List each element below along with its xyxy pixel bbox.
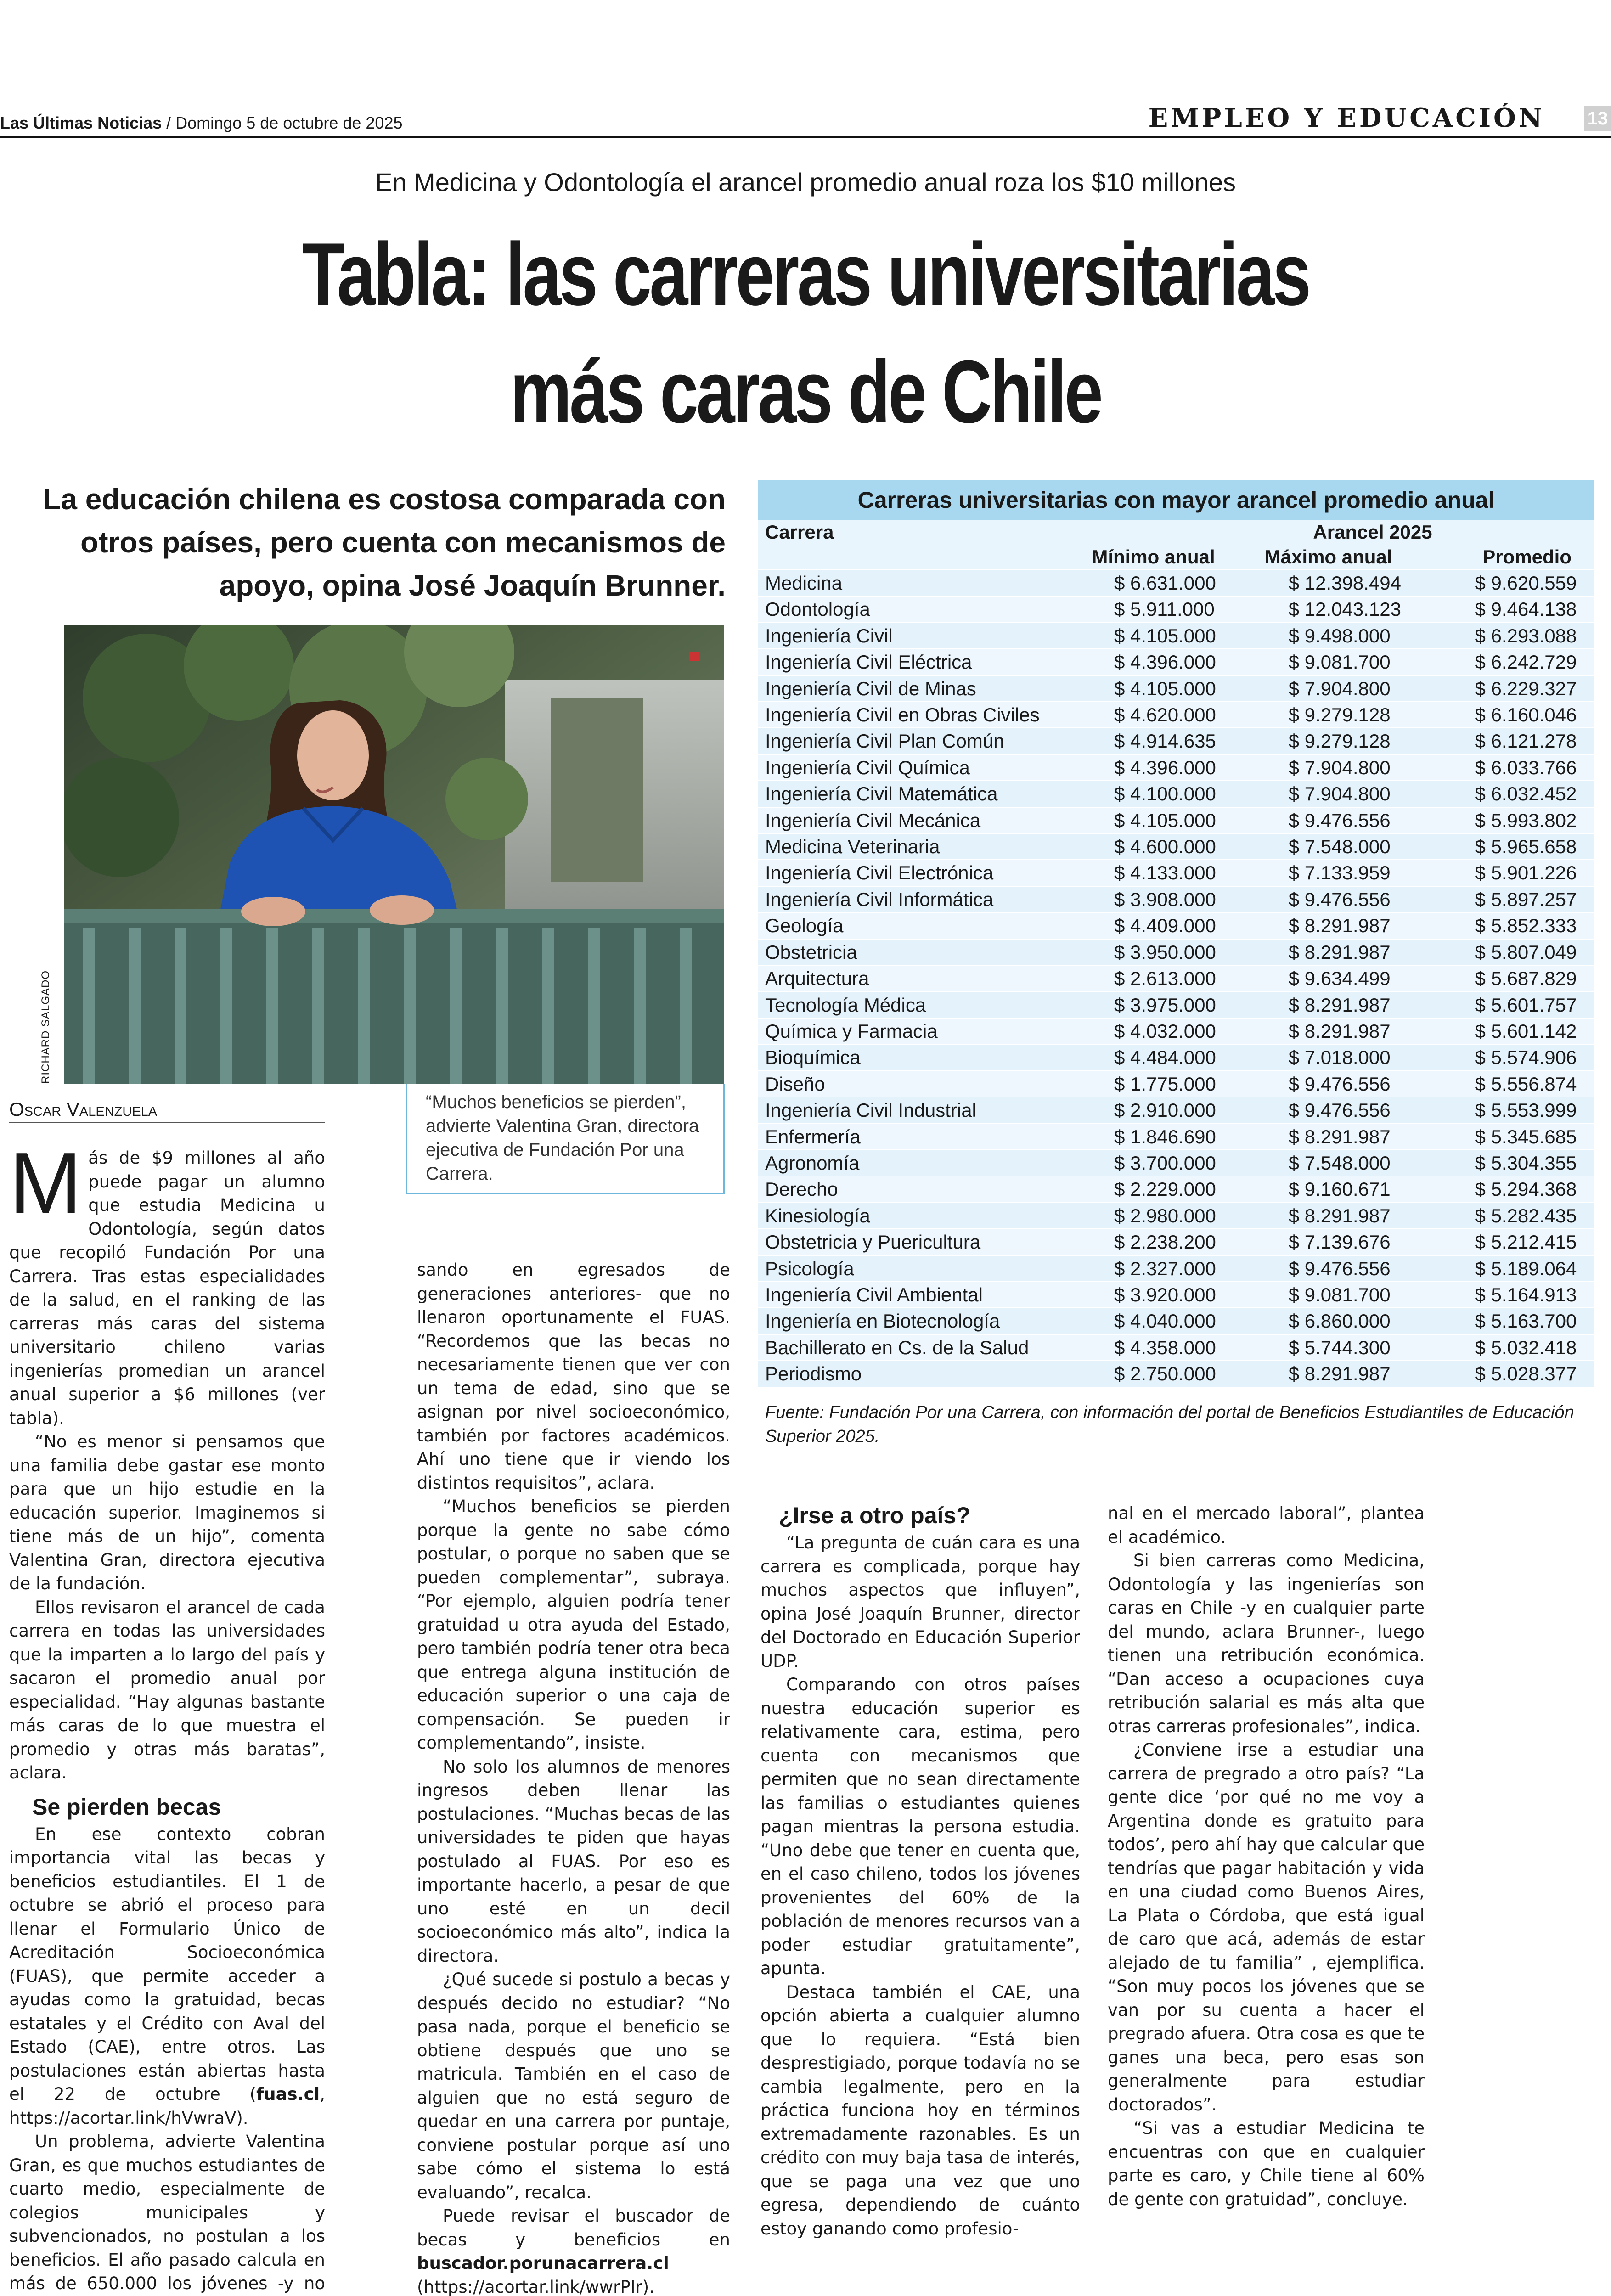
table-title: Carreras universitarias con mayor arancel promedio anual <box>758 480 1594 520</box>
cell-minimo: $ 3.950.000 <box>1064 939 1234 965</box>
cell-carrera: Obstetricia <box>758 939 1064 965</box>
cell-promedio: $ 5.965.658 <box>1419 833 1594 860</box>
cell-carrera: Enfermería <box>758 1124 1064 1150</box>
table-row <box>758 1124 1594 1150</box>
cell-promedio: $ 5.032.418 <box>1419 1334 1594 1361</box>
cell-promedio: $ 5.164.913 <box>1419 1282 1594 1308</box>
cell-maximo: $ 7.904.800 <box>1234 754 1420 781</box>
cell-carrera: Ingeniería Civil Ambiental <box>758 1282 1064 1308</box>
column-header-avg: Promedio <box>1482 546 1572 568</box>
table-row <box>758 939 1594 965</box>
table-row <box>758 833 1594 860</box>
table-row <box>758 807 1594 833</box>
cell-carrera: Psicología <box>758 1255 1064 1282</box>
cell-maximo: $ 6.860.000 <box>1234 1308 1420 1334</box>
table-row <box>758 1150 1594 1176</box>
cell-carrera: Diseño <box>758 1071 1064 1097</box>
table-row <box>758 860 1594 886</box>
table-source: Fuente: Fundación Por una Carrera, con información del portal de Beneficios Estudiantiles de Educación Superior 2025. <box>765 1403 1574 1446</box>
paragraph: “La pregunta de cuán cara es una carrera es complicada, porque hay muchos aspectos que influyen”, opina José Joaquín Brunner, director del Doctorado en Educación Superior UDP. <box>760 1533 1080 1671</box>
table-row <box>758 1097 1594 1123</box>
cell-minimo: $ 4.032.000 <box>1064 1018 1234 1044</box>
cell-minimo: $ 4.105.000 <box>1064 623 1234 649</box>
cell-promedio: $ 6.121.278 <box>1419 728 1594 754</box>
cell-minimo: $ 4.396.000 <box>1064 649 1234 675</box>
cell-carrera: Ingeniería Civil en Obras Civiles <box>758 702 1064 728</box>
cell-maximo: $ 8.291.987 <box>1234 1361 1420 1386</box>
cell-promedio: $ 5.028.377 <box>1419 1361 1594 1386</box>
cell-maximo: $ 9.160.671 <box>1234 1176 1420 1202</box>
cell-promedio: $ 9.620.559 <box>1419 570 1594 596</box>
table-body <box>758 570 1594 1387</box>
table-row <box>758 965 1594 991</box>
cell-promedio: $ 5.852.333 <box>1419 912 1594 939</box>
masthead-separator: / <box>162 113 176 132</box>
cell-promedio: $ 5.294.368 <box>1419 1176 1594 1202</box>
cell-minimo: $ 2.750.000 <box>1064 1361 1234 1386</box>
photo-caption: “Muchos beneficios se pierden”, advierte Valentina Gran, directora ejecutiva de Fundación Por una Carrera. <box>406 1084 725 1194</box>
page-number: 13 <box>1584 106 1611 131</box>
cell-promedio: $ 5.553.999 <box>1419 1097 1594 1123</box>
table-row <box>758 1334 1594 1361</box>
cell-maximo: $ 9.279.128 <box>1234 728 1420 754</box>
photo-credit: RICHARD SALGADO <box>39 970 52 1084</box>
cell-minimo: $ 1.846.690 <box>1064 1124 1234 1150</box>
cell-promedio: $ 5.993.802 <box>1419 807 1594 833</box>
cell-minimo: $ 2.910.000 <box>1064 1097 1234 1123</box>
table-row <box>758 781 1594 807</box>
cell-minimo: $ 4.620.000 <box>1064 702 1234 728</box>
photo-illustration <box>64 625 724 1084</box>
cell-promedio: $ 5.807.049 <box>1419 939 1594 965</box>
table-row <box>758 596 1594 622</box>
paragraph: “Muchos beneficios se pierden porque la gente no sabe cómo postular, o porque no saben que se pueden complementar”, subraya. “Por ejemplo, alguien podría tener gratuidad u otra ayuda del Estado, pero también podría tener otra beca que entrega alguna institución de educación superior o una caja de compensación. Se pueden ir complementando”, insiste. <box>417 1497 730 1753</box>
cell-maximo: $ 9.498.000 <box>1234 623 1420 649</box>
table-row <box>758 992 1594 1018</box>
cell-promedio: $ 5.574.906 <box>1419 1044 1594 1070</box>
cell-carrera: Ingeniería Civil Eléctrica <box>758 649 1064 675</box>
cell-carrera: Medicina Veterinaria <box>758 833 1064 860</box>
table-row <box>758 1229 1594 1255</box>
cell-promedio: $ 5.189.064 <box>1419 1255 1594 1282</box>
cell-carrera: Kinesiología <box>758 1203 1064 1229</box>
cell-promedio: $ 6.293.088 <box>1419 623 1594 649</box>
header-rule <box>0 136 1611 138</box>
cell-carrera: Agronomía <box>758 1150 1064 1176</box>
cell-maximo: $ 7.133.959 <box>1234 860 1420 886</box>
cell-maximo: $ 7.904.800 <box>1234 675 1420 702</box>
headline-line-1: Tabla: las carreras universitarias <box>302 225 1309 324</box>
cell-minimo: $ 4.396.000 <box>1064 754 1234 781</box>
cell-maximo: $ 12.398.494 <box>1234 570 1420 596</box>
cell-promedio: $ 6.160.046 <box>1419 702 1594 728</box>
paragraph: sando en egresados de generaciones anteriores- que no llenaron oportunamente el FUAS. “Recordemos que las becas no necesariamente tienen que ver con un tema de edad, sino que se asignan por nivel socioeconómico, también por factores académicos. Ahí uno tiene que ir viendo los distintos requisitos”, aclara. <box>417 1260 730 1493</box>
cell-carrera: Arquitectura <box>758 965 1064 991</box>
cell-promedio: $ 5.163.700 <box>1419 1308 1594 1334</box>
cell-carrera: Medicina <box>758 570 1064 596</box>
table-row <box>758 1361 1594 1386</box>
paragraph: Si bien carreras como Medicina, Odontología y las ingenierías son caras en Chile -y en cualquier parte del mundo, aclara Brunner-, luego tienen una retribución económica. “Dan acceso a ocupaciones cuya retribución salarial es más alta que otras carreras profesionales”, indica. <box>1108 1551 1425 1736</box>
section-label: EMPLEO Y EDUCACIÓN <box>1148 103 1545 133</box>
cell-minimo: $ 2.238.200 <box>1064 1229 1234 1255</box>
table-row <box>758 1044 1594 1070</box>
cell-promedio: $ 6.032.452 <box>1419 781 1594 807</box>
cell-maximo: $ 5.744.300 <box>1234 1334 1420 1361</box>
cell-maximo: $ 8.291.987 <box>1234 992 1420 1018</box>
cell-carrera: Ingeniería Civil Informática <box>758 886 1064 912</box>
cell-maximo: $ 7.548.000 <box>1234 1150 1420 1176</box>
headline-line-2: más caras de Chile <box>510 342 1101 442</box>
cell-carrera: Química y Farmacia <box>758 1018 1064 1044</box>
table-row <box>758 649 1594 675</box>
cell-maximo: $ 9.634.499 <box>1234 965 1420 991</box>
cell-carrera: Ingeniería Civil Química <box>758 754 1064 781</box>
table-row <box>758 912 1594 939</box>
table-row <box>758 1308 1594 1334</box>
cell-carrera: Ingeniería Civil de Minas <box>758 675 1064 702</box>
cell-minimo: $ 2.613.000 <box>1064 965 1234 991</box>
cell-carrera: Ingeniería Civil Plan Común <box>758 728 1064 754</box>
column-header-max: Máximo anual <box>1264 546 1392 568</box>
cell-carrera: Geología <box>758 912 1064 939</box>
cell-promedio: $ 9.464.138 <box>1419 596 1594 622</box>
issue-date: Domingo 5 de octubre de 2025 <box>175 113 403 132</box>
cell-minimo: $ 5.911.000 <box>1064 596 1234 622</box>
table-row <box>758 570 1594 596</box>
subheading-irse: ¿Irse a otro país? <box>779 1503 970 1528</box>
cell-minimo: $ 3.975.000 <box>1064 992 1234 1018</box>
cell-minimo: $ 1.775.000 <box>1064 1071 1234 1097</box>
newspaper-name: Las Últimas Noticias <box>0 113 162 132</box>
column-header-min: Mínimo anual <box>1092 546 1215 568</box>
cell-promedio: $ 6.242.729 <box>1419 649 1594 675</box>
table-row <box>758 1176 1594 1202</box>
cell-maximo: $ 7.139.676 <box>1234 1229 1420 1255</box>
subheading-becas: Se pierden becas <box>32 1794 221 1820</box>
cell-carrera: Ingeniería Civil <box>758 623 1064 649</box>
article-column-2 <box>417 1258 730 2296</box>
cell-maximo: $ 7.904.800 <box>1234 781 1420 807</box>
cell-minimo: $ 3.700.000 <box>1064 1150 1234 1176</box>
paragraph: nal en el mercado laboral”, plantea el académico. <box>1108 1503 1425 1547</box>
cell-minimo: $ 4.409.000 <box>1064 912 1234 939</box>
paragraph: “Si vas a estudiar Medicina te encuentras con que en cualquier parte es caro, y Chile tiene al 60% de gente con gratuidad”, concluye. <box>1108 2118 1425 2209</box>
cell-minimo: $ 4.040.000 <box>1064 1308 1234 1334</box>
cell-maximo: $ 9.476.556 <box>1234 1097 1420 1123</box>
article-column-1 <box>9 1135 325 2296</box>
cell-maximo: $ 8.291.987 <box>1234 1124 1420 1150</box>
cell-maximo: $ 8.291.987 <box>1234 1203 1420 1229</box>
paragraph: Más de $9 millones al año puede pagar un alumno que estudia Medicina u Odontología, según datos que recopiló Fundación Por una Carrera. Tras estas especialidades de la salud, en el ranking de las carreras más caras del sistema universitario chileno varias ingenierías promedian un arancel anual superior a $6 millones (ver tabla). <box>9 1135 325 1428</box>
cell-carrera: Ingeniería Civil Matemática <box>758 781 1064 807</box>
article-photo <box>64 625 724 1084</box>
cell-carrera: Tecnología Médica <box>758 992 1064 1018</box>
cell-promedio: $ 5.282.435 <box>1419 1203 1594 1229</box>
table-row <box>758 1071 1594 1097</box>
drop-cap: M <box>9 1135 82 1232</box>
cell-minimo: $ 4.484.000 <box>1064 1044 1234 1070</box>
fuas-link[interactable]: fuas.cl <box>256 2084 320 2104</box>
cell-minimo: $ 2.327.000 <box>1064 1255 1234 1282</box>
cell-carrera: Obstetricia y Puericultura <box>758 1229 1064 1255</box>
cell-promedio: $ 6.229.327 <box>1419 675 1594 702</box>
cell-carrera: Bioquímica <box>758 1044 1064 1070</box>
cell-minimo: $ 4.105.000 <box>1064 807 1234 833</box>
paragraph: Ellos revisaron el arancel de cada carrera en todas las universidades que la imparten a lo largo del país y sacaron el promedio anual por especialidad. “Hay algunas bastante más caras de lo que muestra el promedio y otras más baratas”, aclara. <box>9 1597 325 1783</box>
cell-promedio: $ 5.304.355 <box>1419 1150 1594 1176</box>
cell-maximo: $ 9.476.556 <box>1234 886 1420 912</box>
kicker: En Medicina y Odontología el arancel promedio anual roza los $10 millones <box>375 168 1236 197</box>
cell-maximo: $ 8.291.987 <box>1234 912 1420 939</box>
headline <box>177 216 1434 451</box>
cell-carrera: Ingeniería Civil Mecánica <box>758 807 1064 833</box>
table-row <box>758 1255 1594 1282</box>
cell-minimo: $ 4.914.635 <box>1064 728 1234 754</box>
byline: Oscar Valenzuela <box>9 1097 325 1123</box>
cell-promedio: $ 5.601.142 <box>1419 1018 1594 1044</box>
cell-carrera: Derecho <box>758 1176 1064 1202</box>
paragraph: ¿Conviene irse a estudiar una carrera de pregrado a otro país? “La gente dice ‘por qué no me voy a Argentina donde es gratuito para todos’, pero ahí hay que calcular que tendrías que pagar habitación y vida en una ciudad como Buenos Aires, La Plata o Córdoba, que está igual de caro que acá, además de estar alejado de tu familia” , ejemplifica. “Son muy pocos los jóvenes que se van por su cuenta a hacer el pregrado afuera. Otra cosa es que te ganes una beca, pero esas son generalmente para estudiar doctorados”. <box>1108 1740 1425 2115</box>
cell-promedio: $ 5.212.415 <box>1419 1229 1594 1255</box>
table-row <box>758 754 1594 781</box>
cell-minimo: $ 2.980.000 <box>1064 1203 1234 1229</box>
deck: La educación chilena es costosa comparada con otros países, pero cuenta con mecanismos de apoyo, opina José Joaquín Brunner. <box>43 483 726 602</box>
column-header-arancel: Arancel 2025 <box>1313 521 1432 543</box>
cell-maximo: $ 9.476.556 <box>1234 1255 1420 1282</box>
paragraph: Comparando con otros países nuestra educación superior es relativamente cara, estima, pero cuenta con mecanismos que permiten que no sean directamente las familias o estudiantes quienes pagan mientras la persona estudia. “Uno debe que tener en cuenta que, en el caso chileno, todos los jóvenes provenientes del 60% de la población de menores recursos van a poder estudiar gratuitamente”, apunta. <box>760 1675 1080 1978</box>
cell-promedio: $ 5.601.757 <box>1419 992 1594 1018</box>
cell-maximo: $ 12.043.123 <box>1234 596 1420 622</box>
cell-maximo: $ 7.548.000 <box>1234 833 1420 860</box>
cell-maximo: $ 8.291.987 <box>1234 1018 1420 1044</box>
cell-maximo: $ 9.476.556 <box>1234 1071 1420 1097</box>
buscador-link[interactable]: buscador.porunacarrera.cl <box>417 2253 669 2273</box>
cell-carrera: Bachillerato en Cs. de la Salud <box>758 1334 1064 1361</box>
tuition-table <box>758 520 1594 1387</box>
table-row <box>758 675 1594 702</box>
table-row <box>758 702 1594 728</box>
cell-minimo: $ 4.600.000 <box>1064 833 1234 860</box>
paragraph: Un problema, advierte Valentina Gran, es que muchos estudiantes de cuarto medio, especialmente de colegios municipales y subvencionados, no postulan a los beneficios. El año pasado calcula en más de 650.000 los jóvenes -y no <box>9 2132 325 2293</box>
paragraph: No solo los alumnos de menores ingresos deben llenar las postulaciones. “Muchas becas de las universidades te piden que hayas postulado al FUAS. Por eso es importante hacerlo, a pesar de que uno esté en un decil socioeconómico más alto”, indica la directora. <box>417 1756 730 1966</box>
cell-promedio: $ 5.687.829 <box>1419 965 1594 991</box>
table-row <box>758 1203 1594 1229</box>
article-column-4 <box>1108 1502 1425 2211</box>
paragraph: Destaca también el CAE, una opción abierta a cualquier alumno que lo requiera. “Está bien desprestigiado, porque todavía no se cambia legalmente, pero en la práctica funciona hoy en términos extremadamente razonables. Es un crédito con muy baja tasa de interés, que se paga una vez que uno egresa, dependiendo de cuánto estoy ganando como profesio- <box>760 1982 1080 2239</box>
cell-minimo: $ 3.908.000 <box>1064 886 1234 912</box>
cell-minimo: $ 4.100.000 <box>1064 781 1234 807</box>
cell-maximo: $ 8.291.987 <box>1234 939 1420 965</box>
cell-maximo: $ 7.018.000 <box>1234 1044 1420 1070</box>
cell-promedio: $ 5.897.257 <box>1419 886 1594 912</box>
cell-minimo: $ 4.105.000 <box>1064 675 1234 702</box>
masthead <box>0 109 643 137</box>
cell-promedio: $ 5.556.874 <box>1419 1071 1594 1097</box>
table-row <box>758 1282 1594 1308</box>
table-row <box>758 1018 1594 1044</box>
cell-minimo: $ 2.229.000 <box>1064 1176 1234 1202</box>
cell-carrera: Ingeniería Civil Electrónica <box>758 860 1064 886</box>
cell-minimo: $ 3.920.000 <box>1064 1282 1234 1308</box>
cell-maximo: $ 9.081.700 <box>1234 1282 1420 1308</box>
cell-minimo: $ 6.631.000 <box>1064 570 1234 596</box>
cell-carrera: Ingeniería en Biotecnología <box>758 1308 1064 1334</box>
cell-maximo: $ 9.476.556 <box>1234 807 1420 833</box>
cell-maximo: $ 9.279.128 <box>1234 702 1420 728</box>
paragraph: Puede revisar el buscador de becas y beneficios en buscador.porunacarrera.cl (https://acortar.link/wwrPIr). <box>417 2206 730 2296</box>
cell-promedio: $ 6.033.766 <box>1419 754 1594 781</box>
cell-maximo: $ 9.081.700 <box>1234 649 1420 675</box>
cell-carrera: Ingeniería Civil Industrial <box>758 1097 1064 1123</box>
cell-minimo: $ 4.133.000 <box>1064 860 1234 886</box>
article-column-3 <box>760 1502 1080 2240</box>
paragraph: En ese contexto cobran importancia vital las becas y beneficios estudiantiles. El 1 de octubre se abrió el proceso para llenar el Formulario Único de Acreditación Socioeconómica (FUAS), que permite acceder a ayudas como la gratuidad, becas estatales y el Crédito con Aval del Estado (CAE), entre otros. Las postulaciones están abiertas hasta el 22 de octubre (fuas.cl, https://acortar.link/hVwraV). <box>9 1824 325 2128</box>
table-row <box>758 886 1594 912</box>
table-row <box>758 728 1594 754</box>
cell-carrera: Odontología <box>758 596 1064 622</box>
column-header-carrera: Carrera <box>765 521 834 543</box>
paragraph: “No es menor si pensamos que una familia debe gastar ese monto para que un hijo estudie en la educación superior. Imaginemos si tiene más de un hijo”, comenta Valentina Gran, directora ejecutiva de la fundación. <box>9 1432 325 1593</box>
cell-promedio: $ 5.345.685 <box>1419 1124 1594 1150</box>
cell-promedio: $ 5.901.226 <box>1419 860 1594 886</box>
table-row <box>758 623 1594 649</box>
paragraph: ¿Qué sucede si postulo a becas y después decido no estudiar? “No pasa nada, porque el beneficio se obtiene después que uno se matricula. También en el caso de alguien que no está seguro de quedar en una carrera por puntaje, conviene postular porque así uno sabe cómo el sistema lo está evaluando”, recalca. <box>417 1970 730 2202</box>
cell-minimo: $ 4.358.000 <box>1064 1334 1234 1361</box>
cell-carrera: Periodismo <box>758 1361 1064 1386</box>
